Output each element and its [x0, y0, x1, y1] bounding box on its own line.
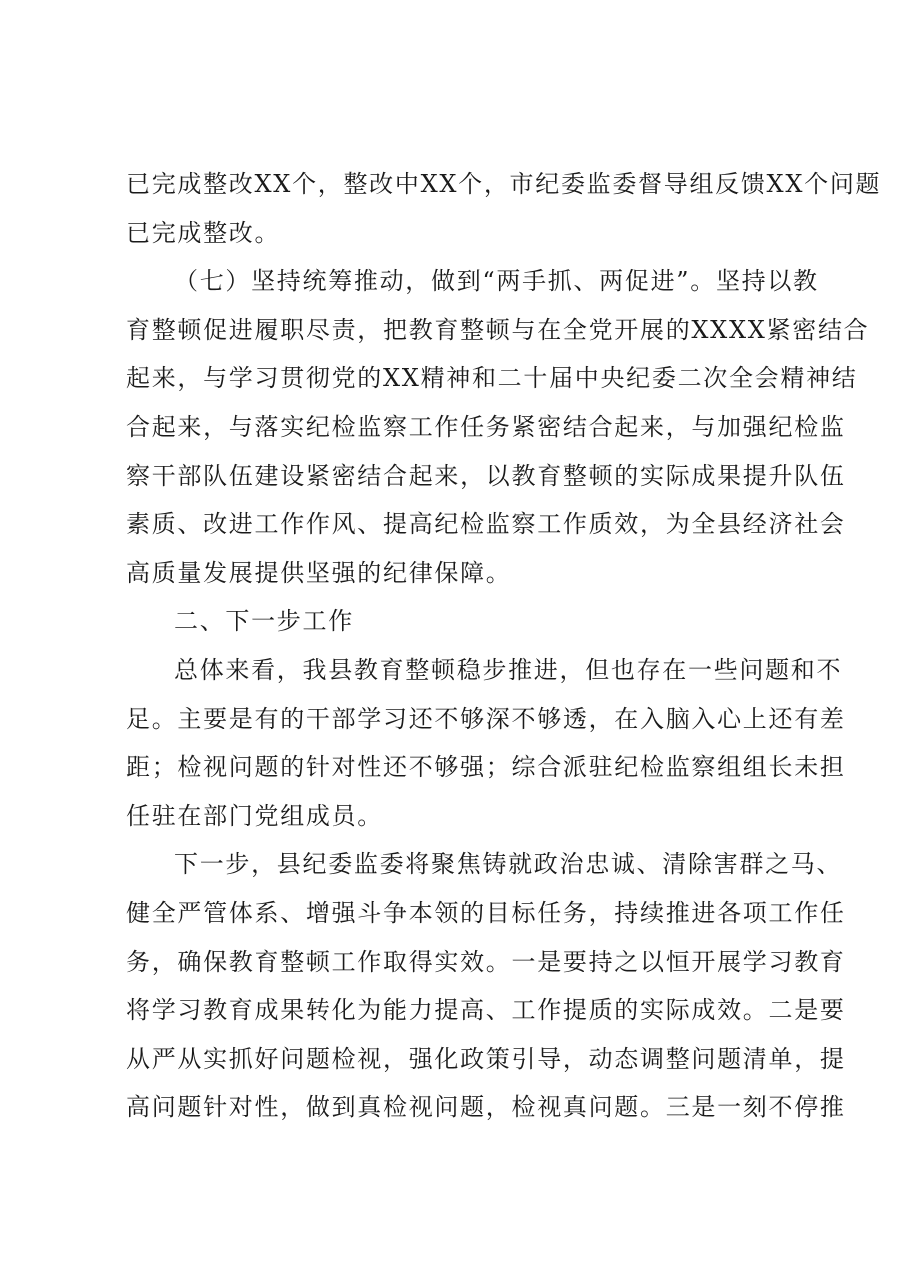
text-line: 高问题针对性，做到真检视问题，检视真问题。三是一刻不停推: [126, 1093, 846, 1122]
text-line: 高质量发展提供坚强的纪律保障。: [126, 558, 512, 587]
text-line: 已完成整改XX个，整改中XX个，市纪委监委督导组反馈XX个问题: [126, 170, 882, 198]
text-line: 任驻在部门党组成员。: [126, 801, 383, 830]
text-line: 合起来，与落实纪检监察工作任务紧密结合起来，与加强纪检监: [126, 412, 846, 441]
text-line: 距；检视问题的针对性还不够强；综合派驻纪检监察组组长未担: [126, 753, 846, 782]
text-line: 足。主要是有的干部学习还不够深不够透，在入脑入心上还有差: [126, 704, 846, 733]
text-line: （七）坚持统筹推动，做到“两手抓、两促进”。坚持以教: [174, 267, 819, 296]
section-heading: 二、下一步工作: [174, 607, 354, 636]
text-line: 从严从实抓好问题检视，强化政策引导，动态调整问题清单，提: [126, 1044, 846, 1073]
paragraph-next-step-plan: [126, 840, 846, 1132]
paragraph-overall-assessment: [126, 646, 846, 840]
text-line: 起来，与学习贯彻党的XX精神和二十届中央纪委二次全会精神结: [126, 364, 858, 393]
text-line: 素质、改进工作作风、提高纪检监察工作质效，为全县经济社会: [126, 510, 846, 539]
text-line: 将学习教育成果转化为能力提高、工作提质的实际成效。二是要: [126, 996, 846, 1025]
text-line: 察干部队伍建设紧密结合起来，以教育整顿的实际成果提升队伍: [126, 461, 846, 490]
text-line: 务，确保教育整顿工作取得实效。一是要持之以恒开展学习教育: [126, 947, 846, 976]
text-line: 已完成整改。: [126, 218, 281, 247]
paragraph-section-seven: [126, 257, 870, 597]
text-line: 总体来看，我县教育整顿稳步推进，但也存在一些问题和不: [174, 655, 843, 684]
document-body: [126, 160, 882, 1132]
text-line: 育整顿促进履职尽责，把教育整顿与在全党开展的XXXX紧密结合: [126, 315, 870, 344]
paragraph-rectification-status: [126, 160, 882, 257]
text-line: 下一步，县纪委监委将聚焦铸就政治忠诚、清除害群之马、: [174, 850, 843, 879]
text-line: 健全严管体系、增强斗争本领的目标任务，持续推进各项工作任: [126, 898, 846, 927]
section-heading-next-steps: [126, 597, 816, 646]
